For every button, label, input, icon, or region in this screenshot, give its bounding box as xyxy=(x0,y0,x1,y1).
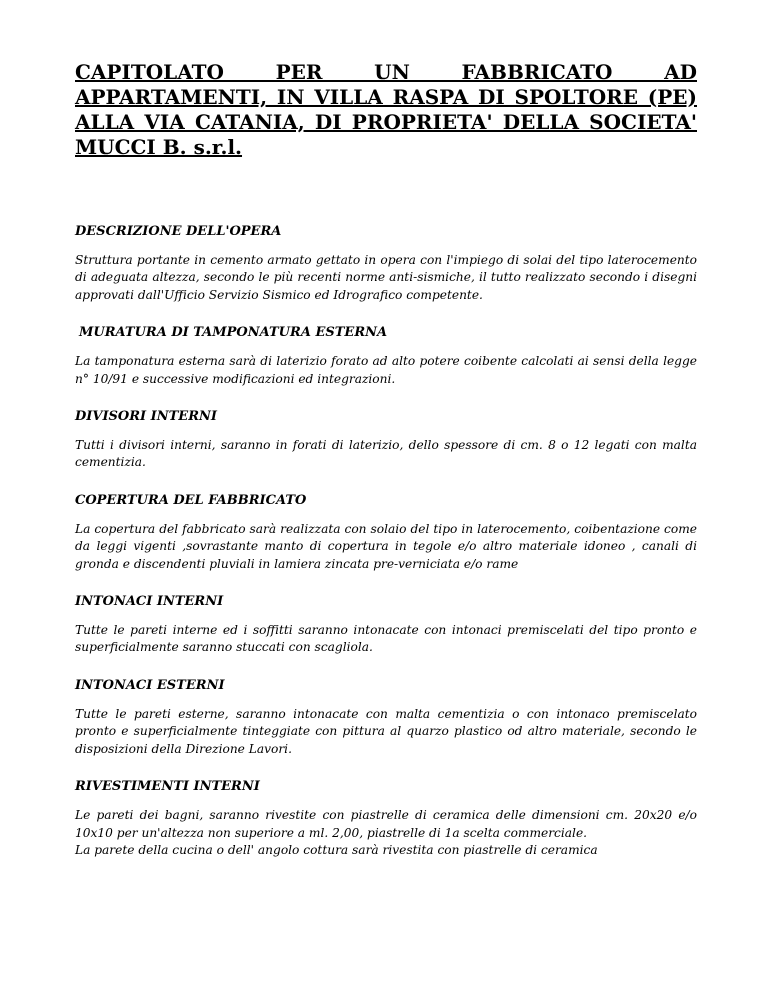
section-heading: DESCRIZIONE DELL'OPERA xyxy=(75,224,282,239)
section-text: Struttura portante in cemento armato gettato in opera con l'impiego di solai del tipo laterocemento di adeguata altezza, secondo le più recenti norme anti-sismiche, il tutto realizzato secondo i disegni approvati dall'Ufficio Servizio Sismico ed Idrografico competente. xyxy=(75,253,697,302)
document-title xyxy=(75,60,697,160)
section-text: La tamponatura esterna sarà di laterizio forato ad alto potere coibente calcolati ai sensi della legge n° 10/91 e successive modificazioni ed integrazioni. xyxy=(75,354,697,386)
section-intonaci-interni xyxy=(75,593,697,657)
document-page xyxy=(75,60,697,859)
section-text: Tutte le pareti esterne, saranno intonacate con malta cementizia o con intonaco premiscelato pronto e superficialmente tinteggiate con pittura al quarzo plastico od altro materiale, secondo le disposizioni della Direzione Lavori. xyxy=(75,706,697,756)
section-descrizione xyxy=(75,223,697,304)
section-heading: INTONACI INTERNI xyxy=(75,594,224,610)
section-divisori xyxy=(75,408,697,472)
section-heading: RIVESTIMENTI INTERNI xyxy=(75,779,260,795)
section-heading: INTONACI ESTERNI xyxy=(75,677,225,693)
section-heading: COPERTURA DEL FABBRICATO xyxy=(75,492,307,508)
section-text: Le pareti dei bagni, saranno rivestite con piastrelle di ceramica delle dimensioni cm. 20x20 e/o 10x10 per un'altezza non superiore a ml. 2,00, piastrelle di 1a scelta commerciale. xyxy=(75,808,697,840)
title-line-1: CAPITOLATO PER UN FABBRICATO AD xyxy=(75,60,697,84)
section-heading: DIVISORI INTERNI xyxy=(75,409,217,425)
title-line-4: MUCCI B. s.r.l. xyxy=(75,135,243,159)
section-intonaci-esterni xyxy=(75,677,697,758)
section-text: La copertura del fabbricato sarà realizzata con solaio del tipo in laterocemento, coibentazione come da leggi vigenti ,sovrastante manto di copertura in tegole e/o altro materiale idoneo , canali di gronda e discendenti pluviali in lamiera zincata pre-verniciata e/o rame xyxy=(75,521,697,571)
section-text: Tutti i divisori interni, saranno in forati di laterizio, dello spessore di cm. 8 o 12 legati con malta cementizia. xyxy=(75,438,697,470)
section-heading: MURATURA DI TAMPONATURA ESTERNA xyxy=(79,325,388,341)
section-text-continued: La parete della cucina o dell' angolo cottura sarà rivestita con piastrelle di ceramica xyxy=(75,842,598,857)
title-line-2: APPARTAMENTI, IN VILLA RASPA DI SPOLTORE (PE) xyxy=(75,85,697,109)
section-rivestimenti xyxy=(75,778,697,859)
section-text: Tutte le pareti interne ed i soffitti saranno intonacate con intonaci premiscelati del tipo pronto e superficialmente saranno stuccati con scagliola. xyxy=(75,623,697,655)
title-line-3: ALLA VIA CATANIA, DI PROPRIETA' DELLA SOCIETA' xyxy=(75,110,697,134)
section-muratura xyxy=(75,324,697,388)
section-copertura xyxy=(75,492,697,573)
